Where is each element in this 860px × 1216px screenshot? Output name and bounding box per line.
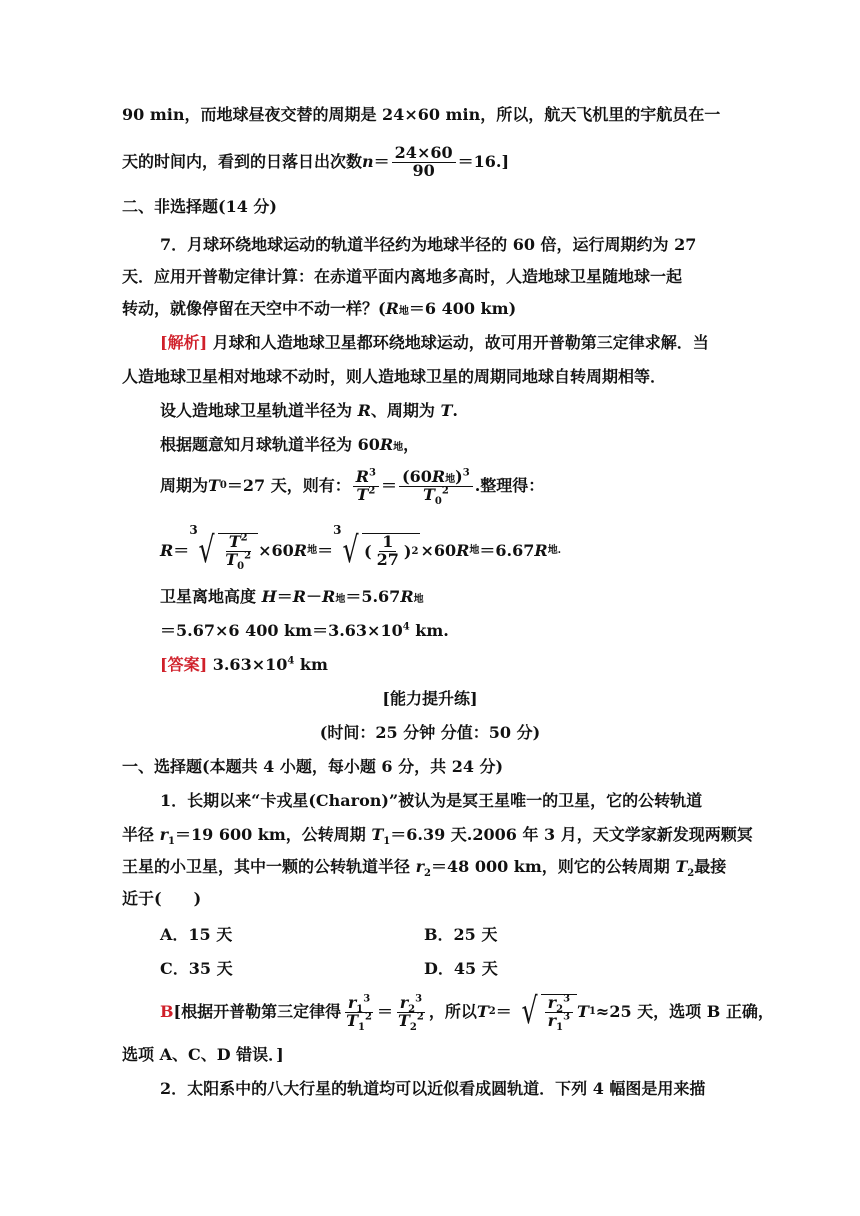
- answer-line: [答案] $3.63\times 10^4$ km: [160, 655, 328, 674]
- option-d[interactable]: D．45 天: [424, 959, 498, 978]
- question-1-line: 王星的小卫星，其中一颗的公转轨道半径 $r_2=48$ 000 km，则它的公转周期 $T_2$最接: [122, 857, 727, 880]
- section-heading: 二、非选择题(14 分): [122, 197, 277, 216]
- fraction: $\frac{(60R地)^3}{T_0^2}$: [399, 469, 473, 504]
- question-1-line: 近于( ): [122, 889, 202, 908]
- answer-letter: B: [160, 1002, 174, 1021]
- question-1-line: 半径 $r_1=19$ 600 km，公转周期 $T_1=6.39$ 天.2006 年 3 月，天文学家新发现两颗冥: [122, 825, 753, 848]
- fraction: $\frac{R^3}{T^2}$: [353, 469, 379, 504]
- section-title: [能力提升练]: [382, 689, 478, 708]
- square-root: √ $\frac{r_2^3}{r_1^3}$: [512, 994, 577, 1030]
- option-b[interactable]: B．25 天: [424, 925, 498, 944]
- analysis-tag: [解析]: [160, 333, 208, 352]
- fraction: $\frac{24\times 60}{90}$: [392, 145, 456, 180]
- solution-line: 根据题意知月球轨道半径为 60R地，: [160, 435, 420, 454]
- question-7-line: 天．应用开普勒定律计算：在赤道平面内离地多高时，人造地球卫星随地球一起: [122, 267, 683, 286]
- solution-line: 设人造地球卫星轨道半径为 R、周期为 T.: [160, 401, 458, 420]
- option-c[interactable]: C．35 天: [160, 959, 233, 978]
- option-a[interactable]: A．15 天: [160, 925, 233, 944]
- cube-root: 3 √ $\frac{T^2}{T_0^2}$: [189, 533, 258, 569]
- question-2-line: 2．太阳系中的八大行星的轨道均可以近似看成圆轨道．下列 4 幅图是用来描: [160, 1079, 706, 1098]
- question-1-line: 1．长期以来“卡戎星(Charon)”被认为是冥王星唯一的卫星，它的公转轨道: [160, 791, 703, 810]
- analysis-line: [解析] 月球和人造地球卫星都环绕地球运动，故可用开普勒第三定律求解．当: [160, 333, 709, 352]
- section-heading: 一、选择题(本题共 4 小题，每小题 6 分，共 24 分): [122, 757, 504, 776]
- solution-line: 周期为 T 0 ＝27 天，则有： $\frac{R^3}{T^2}$ ＝ $\frac{(60R地)^3}{T_0^2}$ .整理得：: [160, 466, 545, 507]
- solution-line: B [根据开普勒第三定律得 $\frac{r_1^3}{T_1^2}$ ＝ $\frac{r_2^3}{T_2^2}$ ，所以 T 2 ＝ √ $\frac{r_2^3}{r_1^3}$ T 1 ≈25 天，选项 B 正确，: [160, 991, 774, 1034]
- text-line: 90 min，而地球昼夜交替的周期是 24×60 min，所以，航天飞机里的宇航员在一: [122, 105, 721, 124]
- question-7-line: 转动，就像停留在天空中不动一样？(R地＝6 400 km): [122, 299, 517, 318]
- text-line: 天的时间内，看到的日落日出次数 n ＝ $\frac{24\times 60}{90}$ ＝16.]: [122, 142, 510, 180]
- solution-formula: R ＝ 3 √ $\frac{T^2}{T_0^2}$ ×60 R 地 ＝ 3 √ ( $\frac{1}{27}$ ) 2 ×60 R 地 ＝6.67 R 地.: [160, 523, 562, 573]
- solution-line: 选项 A、C、D 错误．]: [122, 1045, 284, 1064]
- section-subtitle: (时间：25 分钟 分值：50 分): [319, 723, 541, 742]
- solution-line: ＝5.67×6 400 $km=3.63\times 10^4$ km.: [160, 621, 449, 640]
- analysis-line: 人造地球卫星相对地球不动时，则人造地球卫星的周期同地球自转周期相等．: [122, 367, 667, 386]
- answer-tag: [答案]: [160, 655, 208, 674]
- question-7-line: 7．月球环绕地球运动的轨道半径约为地球半径的 60 倍，运行周期约为 27: [160, 235, 697, 254]
- solution-line: 卫星离地高度 H＝R－R地＝5.67R地: [160, 587, 424, 606]
- cube-root: 3 √ ( $\frac{1}{27}$ ) 2: [333, 523, 419, 571]
